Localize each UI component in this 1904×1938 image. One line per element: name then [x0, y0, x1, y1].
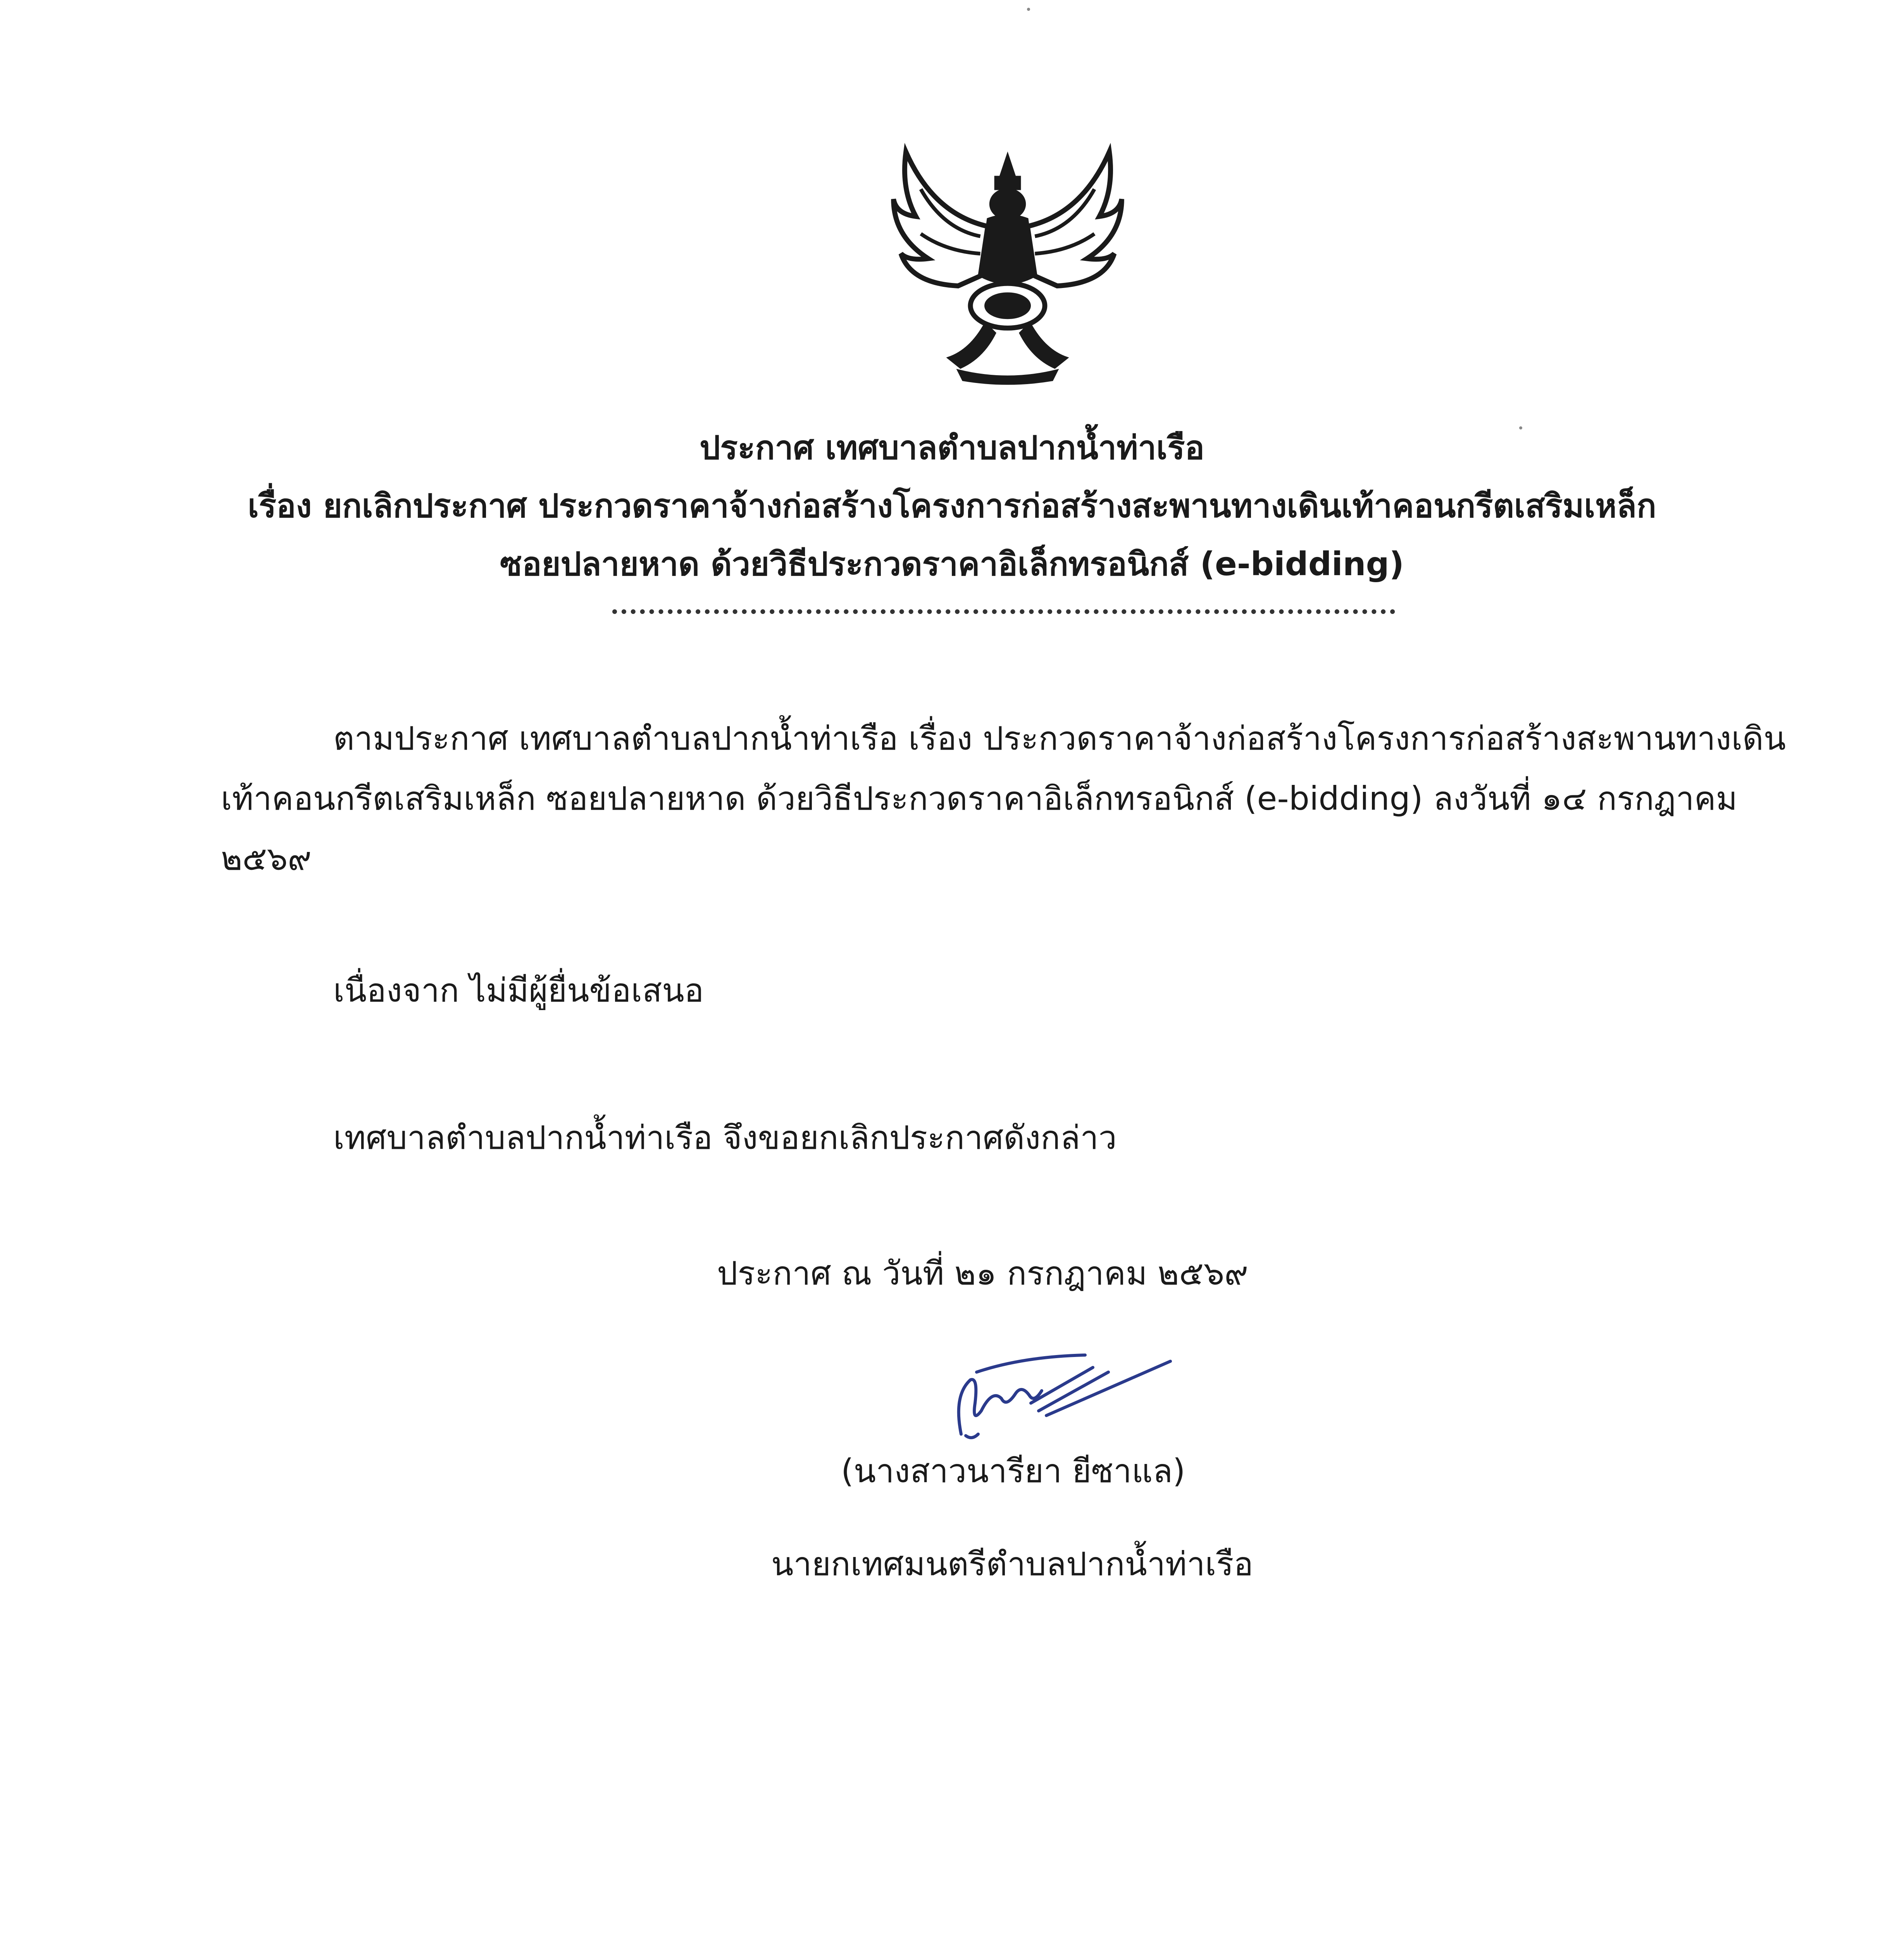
paragraph-3: เทศบาลตำบลปากน้ำท่าเรือ จึงขอยกเลิกประกาศดังกล่าว	[333, 1119, 1117, 1157]
announcement-date: ประกาศ ณ วันที่ ๒๑ กรกฎาคม ๒๕๖๙	[717, 1254, 1248, 1292]
subject-line-1: เรื่อง ยกเลิกประกาศ ประกวดราคาจ้างก่อสร้างโครงการก่อสร้างสะพานทางเดินเท้าคอนกรีตเสริมเหล็ก	[248, 487, 1656, 525]
scan-speck	[1027, 8, 1030, 11]
paragraph-1-line-1: ตามประกาศ เทศบาลตำบลปากน้ำท่าเรือ เรื่อง ประกวดราคาจ้างก่อสร้างโครงการก่อสร้างสะพานทางเดิน	[333, 719, 1786, 757]
signer-position: นายกเทศมนตรีตำบลปากน้ำท่าเรือ	[771, 1545, 1253, 1583]
subject-line-2: ซอยปลายหาด ด้วยวิธีประกวดราคาอิเล็กทรอนิกส์ (e-bidding)	[500, 545, 1404, 583]
signer-name: (นางสาวนารียา ยีซาแล)	[841, 1452, 1185, 1490]
announcement-title: ประกาศ เทศบาลตำบลปากน้ำท่าเรือ	[700, 429, 1204, 467]
paragraph-1-line-3: ๒๕๖๙	[221, 840, 312, 878]
garuda-emblem-icon	[884, 140, 1132, 388]
scan-speck	[1519, 426, 1522, 429]
paragraph-2: เนื่องจาก ไม่มีผู้ยื่นข้อเสนอ	[333, 971, 704, 1009]
paragraph-1-line-2: เท้าคอนกรีตเสริมเหล็ก ซอยปลายหาด ด้วยวิธีประกวดราคาอิเล็กทรอนิกส์ (e-bidding) ลงวันที่ ๑๔ กรกฎาคม	[221, 779, 1738, 817]
dotted-separator	[612, 605, 1395, 614]
handwritten-signature	[930, 1349, 1178, 1450]
